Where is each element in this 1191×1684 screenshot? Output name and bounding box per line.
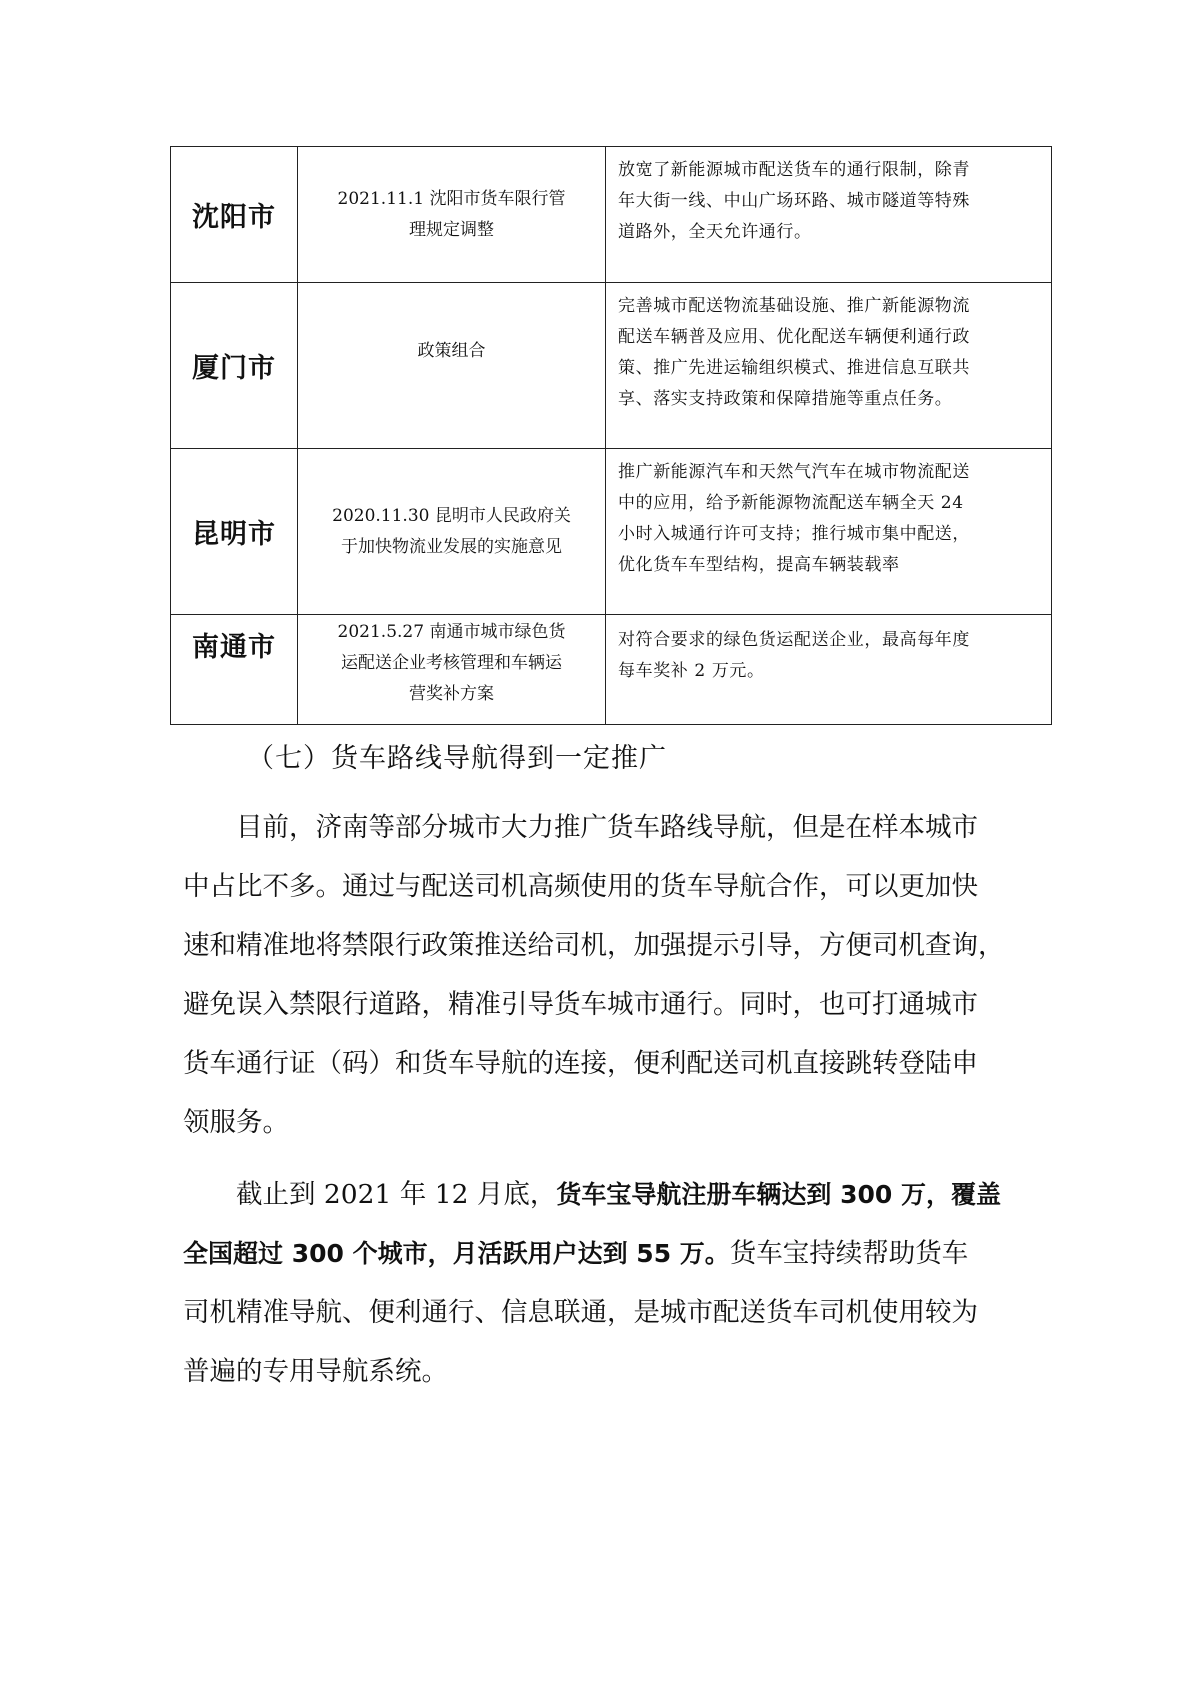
city-name: 南通市 [171,615,298,725]
content-line: 放宽了新能源城市配送货车的通行限制，除青 [618,160,970,180]
content-line: 配送车辆普及应用、优化配送车辆便利通行政 [618,327,970,347]
text-line: 避免误入禁限行道路，精准引导货车城市通行。同时，也可打通城市 [183,989,978,1020]
policy-title [298,449,606,615]
text-line: 货车通行证（码）和货车导航的连接，便利配送司机直接跳转登陆申 [183,1048,978,1079]
text-line: 中占比不多。通过与配送司机高频使用的货车导航合作，可以更加快 [183,871,978,902]
text-line: 普遍的专用导航系统。 [183,1356,448,1387]
content-line: 年大街一线、中山广场环路、城市隧道等特殊 [618,191,970,211]
policy-line: 运配送企业考核管理和车辆运 [341,653,562,673]
content-line: 中的应用，给予新能源物流配送车辆全天 24 [618,493,964,513]
text-line: 司机精准导航、便利通行、信息联通，是城市配送货车司机使用较为 [183,1297,978,1328]
text-line: 速和精准地将禁限行政策推送给司机，加强提示引导，方便司机查询， [183,930,1005,961]
body-paragraph [183,798,1019,1152]
policy-line: 2021.11.1 沈阳市货车限行管 [337,188,566,209]
policy-content [606,615,1052,725]
text-line: 领服务。 [183,1107,289,1138]
content-line: 推广新能源汽车和天然气汽车在城市物流配送 [618,462,970,482]
section-heading: （七）货车路线导航得到一定推广 [247,743,667,774]
content-line: 每车奖补 2 万元。 [618,661,765,681]
policy-line: 理规定调整 [409,219,494,240]
content-line: 优化货车车型结构，提高车辆装载率 [618,555,900,575]
policy-content [606,449,1052,615]
policy-content [606,283,1052,449]
policy-line: 于加快物流业发展的实施意见 [341,536,562,557]
table-row [171,147,1052,283]
text-line: 目前，济南等部分城市大力推广货车路线导航，但是在样本城市 [183,812,978,843]
policy-title [298,283,606,449]
text-run: 截止到 2021 年 12 月底， [183,1179,557,1210]
content-line: 享、落实支持政策和保障措施等重点任务。 [618,389,953,409]
city-name: 沈阳市 [171,147,298,283]
policy-content [606,147,1052,283]
content-line: 策、推广先进运输组织模式、推进信息互联共 [618,358,970,378]
policy-line: 政策组合 [417,341,486,361]
text-line [183,1165,1019,1224]
city-name: 昆明市 [171,449,298,615]
policy-line: 2020.11.30 昆明市人民政府关 [332,505,571,526]
content-line: 小时入城通行许可支持；推行城市集中配送， [618,524,970,544]
table-row [171,283,1052,449]
city-name: 厦门市 [171,283,298,449]
content-line: 道路外，全天允许通行。 [618,222,812,242]
text-line [183,1224,1019,1283]
text-run: 货车宝持续帮助货车 [729,1238,969,1269]
content-line: 完善城市配送物流基础设施、推广新能源物流 [618,296,970,316]
table-row [171,615,1052,725]
content-line: 对符合要求的绿色货运配送企业，最高每年度 [618,630,970,650]
bold-text: 全国超过 300 个城市，月活跃用户达到 55 万。 [183,1239,730,1268]
policy-title [298,615,606,725]
policy-line: 营奖补方案 [409,684,494,704]
bold-text: 货车宝导航注册车辆达到 300 万，覆盖 [556,1180,1001,1209]
policy-title [298,147,606,283]
policy-line: 2021.5.27 南通市城市绿色货 [337,622,566,642]
table-row [171,449,1052,615]
body-paragraph [183,1165,1019,1401]
city-policy-table [170,146,1052,725]
